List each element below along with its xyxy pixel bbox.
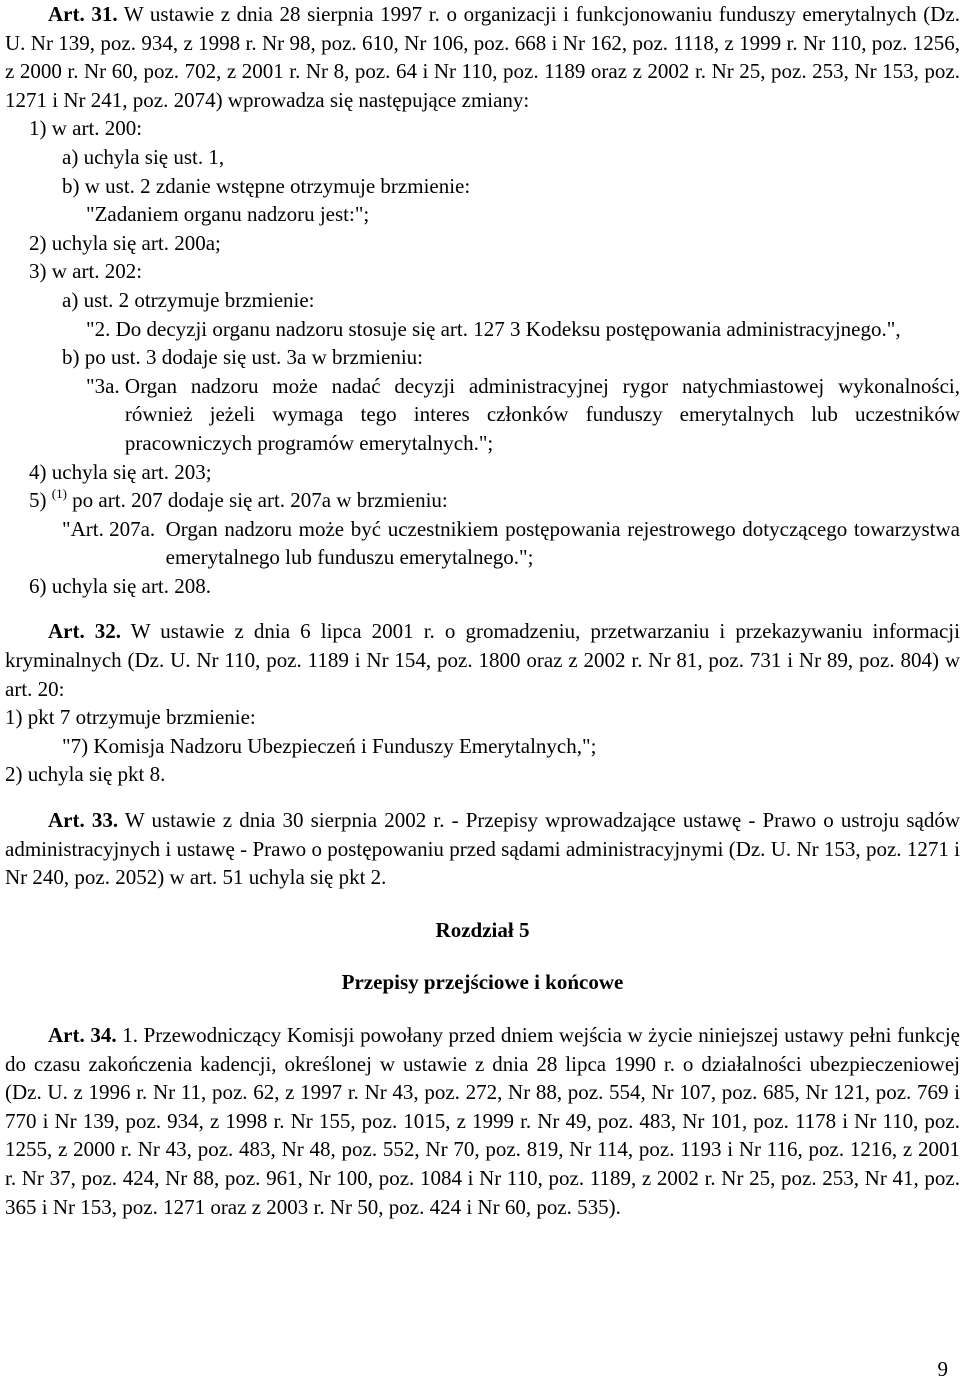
spacer (5, 600, 960, 617)
art31-point-3b-quote (5, 372, 960, 458)
art32-point-1-quote: "7) Komisja Nadzoru Ubezpieczeń i Funduszy Emerytalnych,"; (62, 733, 597, 758)
art34-label: Art. 34. (48, 1023, 117, 1047)
art31-point-1b: b) w ust. 2 zdanie wstępne otrzymuje brzmienie: (62, 173, 471, 198)
art31-point-1b-quote: "Zadaniem organu nadzoru jest:"; (86, 202, 370, 227)
art31-point-5-quote (5, 515, 960, 572)
art33-text: W ustawie z dnia 30 sierpnia 2002 r. - Przepisy wprowadzające ustawę - Prawo o ustroju sądów administracyjnych i ustawę - Prawo o postępowaniu przed sądami administracyjnymi (Dz. U. Nr 153, poz. 1271 i Nr 240, poz. 2052) w art. 51 uchyla się pkt 2. (5, 808, 960, 890)
footnote-marker: (1) (51, 486, 67, 502)
art31-point-5-quote-label: "Art. 207a. (62, 516, 166, 541)
art31-point-3b-quote-text: Organ nadzoru może nadać decyzji administracyjnej rygor natychmiastowej wykonalności, również jeżeli wymaga tego interes członków funduszy emerytalnych lub uczestników pracowniczych programów emerytalnych."; (124, 373, 960, 455)
art31-point-3: 3) w art. 202: (29, 259, 143, 284)
art31-point-5-text: po art. 207 dodaje się art. 207a w brzmieniu: (72, 488, 448, 513)
art32-label: Art. 32. (48, 619, 122, 644)
art31-point-1a: a) uchyla się ust. 1, (62, 144, 225, 169)
chapter-number: Rozdział 5 (435, 917, 530, 942)
art34-text: 1. Przewodniczący Komisji powołany przed dniem wejścia w życie niniejszej ustawy pełni funkcję do czasu zakończenia kadencji, określonej w ustawie z dnia 28 lipca 1990 r. o działalności ubezpieczeniowej (Dz. U. z 1996 r. Nr 11, poz. 62, z 1997 r. Nr 43, poz. 272, Nr 88, poz. 554, Nr 107, poz. 685, Nr 121, poz. 769 i 770 i Nr 139, poz. 934, z 1998 r. Nr 155, poz. 1015, z 1999 r. Nr 49, poz. 483, Nr 101, poz. 1178 i Nr 110, poz. 1255, z 2000 r. Nr 43, poz. 483, Nr 48, poz. 552, Nr 70, poz. 819, Nr 114, poz. 1193 i Nr 116, poz. 1216, z 2001 r. Nr 37, poz. 424, Nr 88, poz. 961, Nr 100, poz. 1084 i Nr 110, poz. 1189, z 2002 r. Nr 25, poz. 253, Nr 41, poz. 365 i Nr 153, poz. 1271 oraz z 2003 r. Nr 50, poz. 424 i Nr 60, poz. 535). (5, 1023, 960, 1219)
art31-paragraph (5, 0, 960, 114)
spacer (5, 997, 960, 1021)
chapter-title: Przepisy przejściowe i końcowe (341, 970, 624, 995)
art31-point-3a-quote-text: Do decyzji organu nadzoru stosuje się art. 127 3 Kodeksu postępowania administracyjnego.", (115, 316, 901, 341)
art31-point-6: 6) uchyla się art. 208. (29, 573, 211, 598)
art31-point-5-quote-text: Organ nadzoru może być uczestnikiem postępowania rejestrowego dotyczącego towarzystwa emerytalnego lub funduszu emerytalnego."; (165, 516, 960, 570)
art32-point-1: 1) pkt 7 otrzymuje brzmienie: (5, 705, 256, 730)
art34-paragraph (5, 1021, 960, 1221)
spacer (5, 789, 960, 806)
art31-point-3b-quote-label: "3a. (86, 373, 125, 398)
page-number: 9 (937, 1357, 948, 1381)
art31-point-2: 2) uchyla się art. 200a; (29, 230, 221, 255)
art32-paragraph (5, 617, 960, 703)
art31-point-4: 4) uchyla się art. 203; (29, 459, 212, 484)
spacer (5, 944, 960, 968)
art33-paragraph (5, 806, 960, 892)
art33-label: Art. 33. (48, 808, 119, 833)
art31-intro: W ustawie z dnia 28 sierpnia 1997 r. o organizacji i funkcjonowaniu funduszy emerytalnych (Dz. U. Nr 139, poz. 934, z 1998 r. Nr 98, poz. 610, Nr 106, poz. 668 i Nr 162, poz. 1118, z 1999 r. Nr 110, poz. 1256, z 2000 r. Nr 60, poz. 702, z 2001 r. Nr 8, poz. 64 i Nr 110, poz. 1189 oraz z 2002 r. Nr 25, poz. 253, Nr 153, poz. 1271 i Nr 241, poz. 2074) wprowadza się następujące zmiany: (5, 2, 960, 112)
art31-point-5-number: 5) (29, 488, 47, 513)
art31-point-3b: b) po ust. 3 dodaje się ust. 3a w brzmieniu: (62, 345, 424, 370)
art31-point-3a: a) ust. 2 otrzymuje brzmienie: (62, 287, 315, 312)
art31-point-1: 1) w art. 200: (29, 116, 143, 141)
art31-point-5 (5, 486, 960, 515)
art31-label: Art. 31. (48, 2, 118, 26)
spacer (5, 892, 960, 916)
art32-point-2: 2) uchyla się pkt 8. (5, 762, 166, 787)
art32-intro: W ustawie z dnia 6 lipca 2001 r. o gromadzeniu, przetwarzaniu i przekazywaniu informacji kryminalnych (Dz. U. Nr 110, poz. 1189 i Nr 154, poz. 1800 oraz z 2002 r. Nr 81, poz. 731 i Nr 89, poz. 804) w art. 20: (5, 619, 960, 701)
document-page (5, 0, 960, 1221)
art31-point-3a-quote-label: "2. (86, 316, 116, 341)
art31-point-3a-quote (5, 315, 960, 344)
